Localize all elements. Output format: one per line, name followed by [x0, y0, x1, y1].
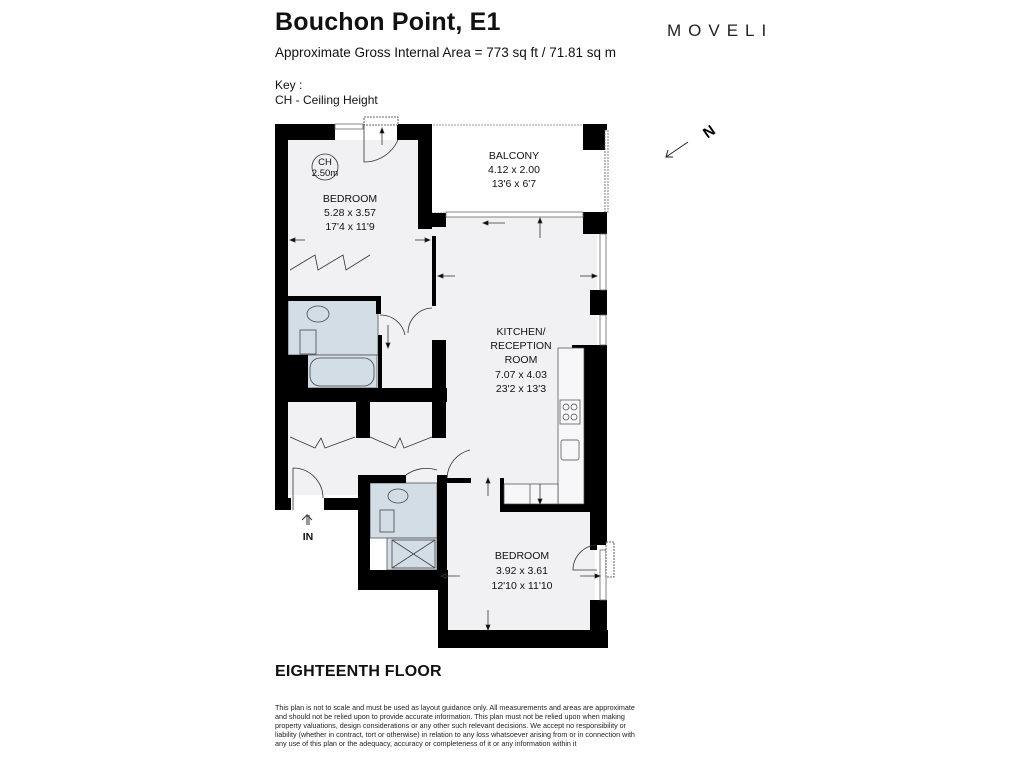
compass-north-arrow-icon — [666, 142, 688, 157]
bedroom2-name: BEDROOM — [494, 550, 550, 562]
balcony-name: BALCONY — [488, 150, 540, 162]
bedroom1-metric: 5.28 x 3.57 — [324, 207, 376, 219]
ceiling-height-value: 2.50m — [311, 168, 339, 179]
floor-label: EIGHTEENTH FLOOR — [275, 663, 442, 680]
kitchen-name-line1: KITCHEN/ — [496, 326, 546, 338]
balcony-imperial: 13'6 x 6'7 — [491, 178, 537, 190]
key-item-ceiling-height: CH - Ceiling Height — [275, 93, 378, 107]
kitchen-metric: 7.07 x 4.03 — [495, 369, 547, 381]
balcony-metric: 4.12 x 2.00 — [488, 164, 540, 176]
entrance-arrow-icon — [302, 515, 312, 525]
key-label: Key : — [275, 78, 303, 92]
property-title: Bouchon Point, E1 — [275, 8, 501, 36]
disclaimer-text: This plan is not to scale and must be used as layout guidance only. All measurements and areas are approximate and should not be relied upon to provide accurate information. This plan must not be relied upon when making property valuations, design considerations or any other such relevant decisions. We accept no responsibility or liability (whether in contract, tort or otherwise) in relation to any loss whatsoever arising from or in connection with any use of this plan or the adequacy, accuracy or completeness of it or any information within it — [275, 703, 635, 748]
entrance-label: IN — [302, 531, 314, 543]
kitchen-name-line3: ROOM — [504, 354, 538, 366]
bedroom1-name: BEDROOM — [322, 193, 378, 205]
bedroom1-imperial: 17'4 x 11'9 — [325, 221, 375, 233]
bedroom2-metric: 3.92 x 3.61 — [496, 565, 548, 577]
brand-logo: MOVELI — [667, 21, 774, 40]
ceiling-height-label: CH — [318, 157, 332, 168]
bedroom2-imperial: 12'10 x 11'10 — [491, 580, 553, 592]
gross-internal-area: Approximate Gross Internal Area = 773 sq ft / 71.81 sq m — [275, 45, 617, 60]
kitchen-name-line2: RECEPTION — [490, 340, 552, 352]
compass-label: N — [699, 122, 719, 143]
kitchen-imperial: 23'2 x 13'3 — [495, 383, 547, 395]
